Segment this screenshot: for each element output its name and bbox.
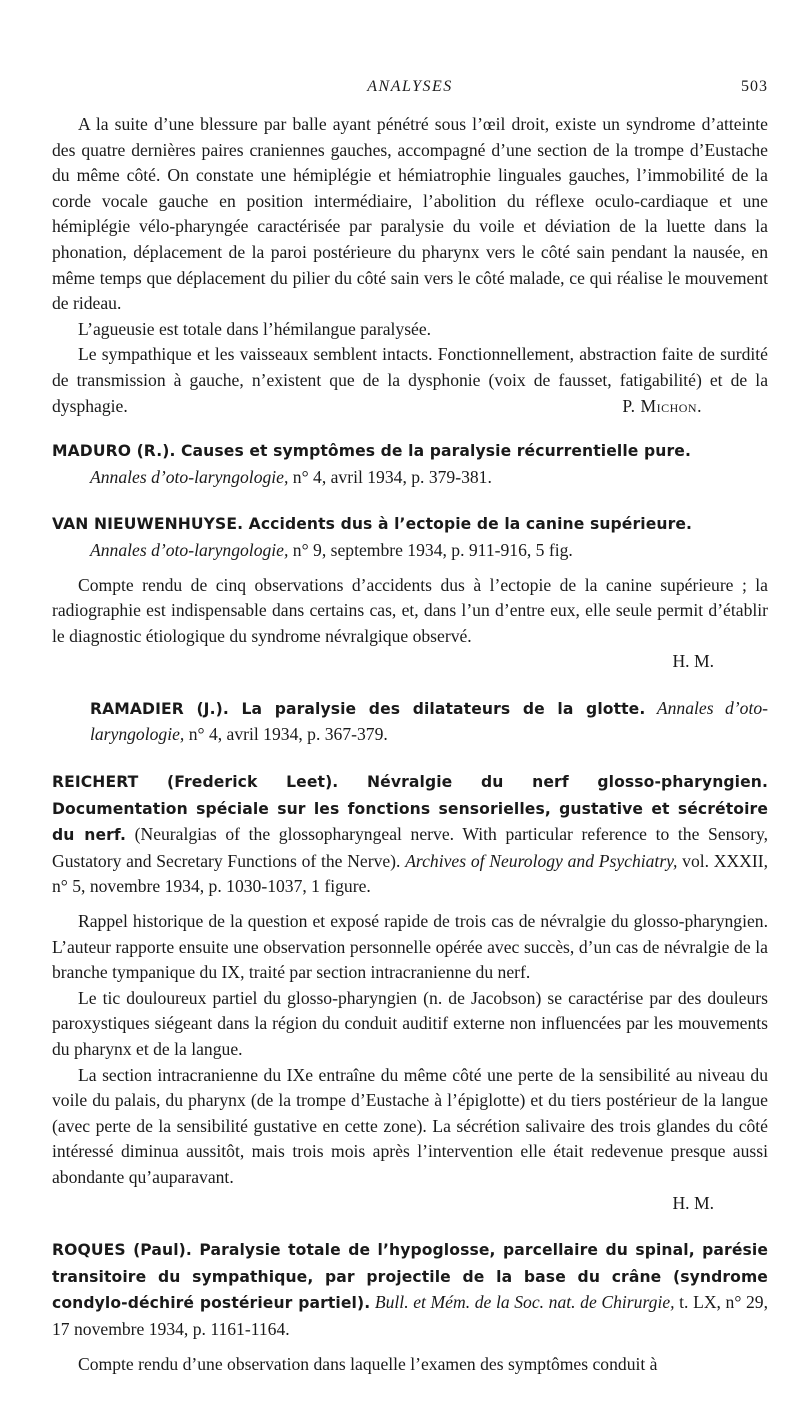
maduro-source [52,465,768,491]
ramadier-citation [52,696,768,748]
reichert-paragraph-3: La section intracranienne du IXe entraîne du même côté une perte de la sensibilité au niveau du voile du palais, du pharynx (de la trompe d’Eustache à l’épiglotte) et du tiers postérieur de la langue (avec perte de la sensibilité gustative en cette zone). La sécrétion salivaire des trois glandes du côté intéressé diminua aussitôt, mais trois mois après l’intervention elle était redevenue presque aussi abondante qu’auparavant. [52,1064,768,1187]
maduro-source-details: n° 4, avril 1934, p. 379-381. [288,466,492,487]
reichert-source-details: vol. XXXII, n° 5, novembre 1934, p. 1030-1037, 1 figure. [52,850,768,897]
signature-reichert: H. M. [672,1192,714,1213]
running-header [52,74,768,98]
van-citation [52,511,768,538]
maduro-heading: MADURO (R.). Causes et symptômes de la paralysie récurrentielle pure. [52,442,691,461]
van-heading: VAN NIEUWENHUYSE. Accidents dus à l’ectopie de la canine supérieure. [52,515,693,534]
maduro-journal: Annales d’oto-laryngologie, [90,466,289,487]
signature-van: H. M. [672,651,714,672]
reichert-english-title: (Neuralgias of the glossopharyngeal nerve. With particular reference to the Sensory, Gustatory and Secretary Functions of the Nerve). [52,824,769,871]
intro-paragraph-2: L’agueusie est totale dans l’hémilangue paralysée. [78,318,432,339]
intro-paragraph-3 [52,342,768,419]
intro-paragraph-3-text: Le sympathique et les vaisseaux semblent intacts. Fonctionnellement, abstraction faite de surdité de transmission à gauche, n’existent que de la dysphonie (voix de fausset, fatigabilité) et de la dysphagie. [52,344,768,416]
van-paragraph: Compte rendu de cinq observations d’accidents dus à l’ectopie de la canine supérieure ; la radiographie est indispensable dans certains cas, et, dans l’un d’entre eux, elle seule permit d’établir le diagnostic étiologique du syndrome névralgique observé. [52,574,768,646]
reichert-journal: Archives of Neurology and Psychiatry, [405,850,678,871]
ramadier-source-details: n° 4, avril 1934, p. 367-379. [184,724,388,745]
reichert-citation [52,769,768,900]
entry-maduro [52,438,768,490]
entry-van-nieuwenhuyse [52,511,768,675]
entry-roques [52,1237,768,1377]
reichert-paragraph-1: Rappel historique de la question et exposé rapide de trois cas de névralgie du glosso-pharyngien. L’auteur rapporte ensuite une observation personnelle opérée avec succès, d’un cas de névralgie de la branche tympanique du IX, traité par section intracranienne du nerf. [52,911,768,983]
van-source [52,538,768,564]
entry-ramadier [52,696,768,748]
reichert-heading: REICHERT (Frederick Leet). Névralgie du nerf glosso-pharyngien. Documentation spéciale sur les fonctions sensorielles, gustative et sécrétoire du nerf. [52,773,768,845]
roques-journal: Bull. et Mém. de la Soc. nat. de Chirurgie, [374,1292,675,1313]
entry-reichert [52,769,768,1216]
page-body [52,112,768,1377]
ramadier-heading: RAMADIER (J.). La paralysie des dilatateurs de la glotte. [90,699,646,718]
running-title: ANALYSES [367,78,453,95]
maduro-citation [52,438,768,465]
van-source-details: n° 9, septembre 1934, p. 911-916, 5 fig. [288,539,573,560]
roques-heading: ROQUES (Paul). Paralysie totale de l’hypoglosse, parcellaire du spinal, parésie transitoire du sympathique, par projectile de la base du crâne (syndrome condylo-déchiré postérieur partiel). [52,1241,768,1313]
roques-paragraph: Compte rendu d’une observation dans laquelle l’examen des symptômes conduit à [78,1353,658,1374]
signature-michon: P. Michon. [622,395,702,416]
ramadier-journal: Annales d’oto-laryngologie, [90,697,768,745]
roques-citation [52,1237,768,1342]
roques-source-details: t. LX, n° 29, 17 novembre 1934, p. 1161-1164. [52,1292,768,1339]
page-number: 503 [741,78,768,95]
reichert-paragraph-2: Le tic douloureux partiel du glosso-pharyngien (n. de Jacobson) se caractérise par des douleurs paroxystiques siégeant dans la région du conduit auditif externe non influencées par les mouvements du pharynx et de la langue. [52,987,768,1059]
intro-paragraph-1: A la suite d’une blessure par balle ayant pénétré sous l’œil droit, existe un syndrome d’atteinte des quatre dernières paires craniennes gauches, accompagné d’une section de la trompe d’Eustache du même côté. On constate une hémiplégie et hémiatrophie linguales gauches, l’immobilité de la corde vocale gauche en position intermédiaire, l’abolition du réflexe oculo-cardiaque et une hémiplégie vélo-pharyngée caractérisée par paralysie du voile et déviation de la luette dans la phonation, déplacement de la paroi postérieure du pharynx vers le côté sain pendant la nausée, en même temps que déplacement du pilier du côté sain vers le côté malade, ce qui réalise le mouvement de rideau. [52,114,768,314]
van-journal: Annales d’oto-laryngologie, [90,539,289,560]
